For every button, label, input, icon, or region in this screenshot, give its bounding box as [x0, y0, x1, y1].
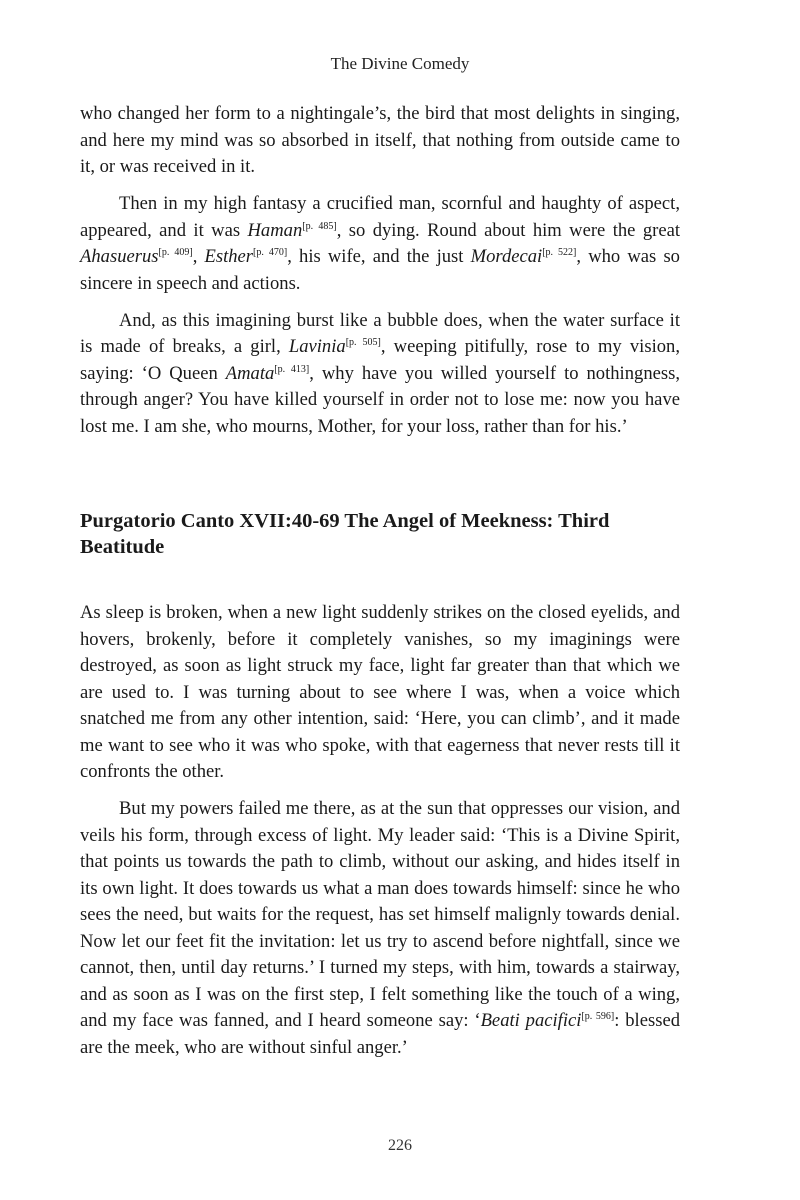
page-reference-link[interactable]: [p. 505]: [345, 336, 381, 348]
page-reference-link[interactable]: [p. 485]: [302, 220, 337, 232]
text-span: And, as this imagining burst like a bubble does, when the water surface it is made of breaks, a girl,: [80, 309, 680, 357]
name-lavinia: Lavinia: [288, 336, 346, 357]
name-amata: Amata: [225, 362, 275, 384]
text-span: , who was so sincere in speech and actions.: [80, 246, 680, 294]
text-span: Then in my high fantasy a crucified man, scornful and haughty of aspect, appeared, and it was: [80, 193, 680, 241]
section-heading: Purgatorio Canto XVII:40-69 The Angel of Meekness: Third Beatitude: [80, 510, 610, 558]
page-reference-link[interactable]: [p. 470]: [253, 246, 288, 258]
page-reference-link[interactable]: [p. 413]: [274, 363, 310, 375]
name-haman: Haman: [247, 219, 303, 241]
text-span: , his wife, and the just: [287, 246, 471, 267]
page-reference-link[interactable]: [p. 596]: [581, 1010, 615, 1022]
body-section-2: [80, 600, 680, 1072]
latin-beati-pacifici: Beati pacifici: [480, 1010, 582, 1031]
text-span: , weeping pitifully, rose to my vision, saying: ‘O Queen: [80, 336, 680, 384]
body-section-1: [80, 101, 680, 451]
text-span: , so dying. Round about him were the great: [336, 219, 680, 241]
text-span: , why have you willed yourself to nothingness, through anger? You have killed yourself in order not to lose me: now you have lost me. I am she, who mourns, Mother, for your loss, rather than for his.’: [80, 362, 680, 437]
name-mordecai: Mordecai: [470, 246, 543, 267]
paragraph-lavinia: [80, 308, 680, 441]
paragraph-nightingale: who changed her form to a nightingale’s, the bird that most delights in singing, and here my mind was so absorbed in itself, that nothing from outside came to it, or was received in it.: [80, 103, 680, 177]
page-reference-link[interactable]: [p. 409]: [158, 246, 193, 258]
text-span: ,: [192, 246, 205, 267]
page-reference-link[interactable]: [p. 522]: [542, 246, 577, 258]
text-span: But my powers failed me there, as at the sun that oppresses our vision, and veils his form, through excess of light. My leader said: ‘This is a Divine Spirit, that points us towards the path to climb, without our asking, and hides itself in its own light. It does towards us what a man does towards himself: since he who sees the need, but waits for the request, has set himself malignly towards denial. Now let our feet fit the invitation: let us try to ascend before nightfall, since we cannot, then, until day returns.’ I turned my steps, with him, towards a stairway, and as soon as I was on the first step, I felt something like the touch of a wing, and my face was fanned, and I heard someone say: ‘: [80, 798, 680, 1031]
page-number: 226: [388, 1137, 412, 1154]
name-ahasuerus: Ahasuerus: [80, 246, 159, 267]
name-esther: Esther: [204, 246, 254, 267]
paragraph-sleep-broken: As sleep is broken, when a new light suddenly strikes on the closed eyelids, and hovers, brokenly, before it completely vanishes, so my imaginings were destroyed, as soon as light struck my face, light far greater than that which we are used to. I was turning about to see where I was, when a voice which snatched me from any other intention, said: ‘Here, you can climb’, and it made me want to see who it was who spoke, with that eagerness that never rests till it confronts the other.: [80, 602, 680, 782]
paragraph-crucified-man: [80, 191, 680, 297]
running-header: The Divine Comedy: [330, 54, 470, 73]
paragraph-divine-spirit: [80, 796, 680, 1061]
text-span: : blessed are the meek, who are without sinful anger.’: [80, 1010, 680, 1058]
